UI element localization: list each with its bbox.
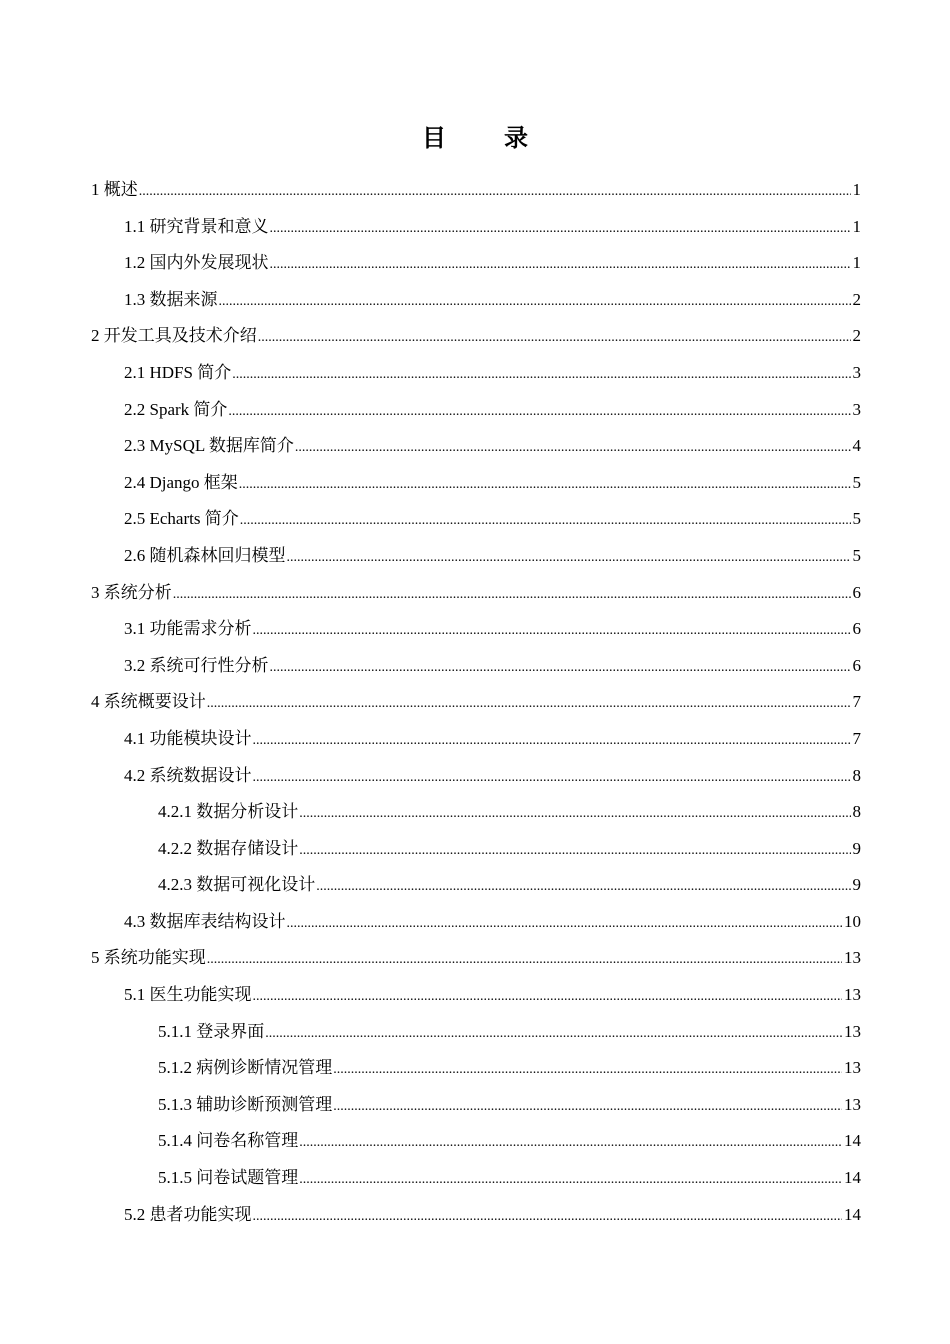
toc-dot-leader [333,1052,842,1089]
toc-entry-page-number: 9 [852,838,861,858]
toc-entry[interactable] [91,758,861,795]
toc-entry-label: 4 系统概要设计 [91,692,206,712]
toc-dot-leader [207,942,842,979]
toc-entry-page-number: 6 [852,655,861,675]
toc-entry-page-number: 2 [852,326,861,346]
toc-entry[interactable] [91,355,861,392]
toc-entry[interactable] [91,831,861,868]
toc-entry[interactable] [91,1087,861,1124]
toc-entry-page-number: 10 [844,911,861,931]
toc-entry-label: 4.1 功能模块设计 [124,728,252,748]
toc-dot-leader [253,760,851,797]
toc-entry-page-number: 5 [852,545,861,565]
toc-entry-label: 3.1 功能需求分析 [124,619,252,639]
toc-dot-leader [258,320,851,357]
toc-entry-label: 2.4 Django 框架 [124,472,238,492]
toc-dot-leader [253,613,851,650]
toc-dot-leader [287,540,851,577]
toc-entry-page-number: 6 [852,619,861,639]
toc-entry-label: 1.1 研究背景和意义 [124,216,269,236]
toc-entry-page-number: 6 [852,582,861,602]
toc-entry[interactable] [91,977,861,1014]
toc-entry[interactable] [91,428,861,465]
toc-entry[interactable] [91,209,861,246]
toc-dot-leader [219,284,851,321]
toc-entry-page-number: 8 [852,765,861,785]
toc-entry[interactable] [91,245,861,282]
toc-entry-label: 5.1.4 问卷名称管理 [158,1131,299,1151]
toc-entry-label: 2.1 HDFS 简介 [124,362,232,382]
toc-entry-page-number: 3 [852,362,861,382]
toc-entry-label: 2.5 Echarts 简介 [124,509,239,529]
toc-entry[interactable] [91,794,861,831]
toc-entry[interactable] [91,318,861,355]
toc-entry-label: 4.2.3 数据可视化设计 [158,875,316,895]
toc-entry-page-number: 9 [852,875,861,895]
toc-entry-page-number: 13 [844,1094,861,1114]
toc-entry[interactable] [91,867,861,904]
toc-entry-label: 2.3 MySQL 数据库简介 [124,436,294,456]
toc-entry-page-number: 1 [852,253,861,273]
toc-entry-page-number: 13 [844,948,861,968]
toc-dot-leader [253,1199,843,1236]
toc-entry-page-number: 2 [852,289,861,309]
toc-entry-page-number: 14 [844,1168,861,1188]
toc-entry-label: 5.2 患者功能实现 [124,1204,252,1224]
toc-entry[interactable] [91,940,861,977]
toc-entry[interactable] [91,172,861,209]
toc-entry[interactable] [91,1160,861,1197]
toc-dot-leader [139,174,851,211]
toc-entry-label: 4.2.1 数据分析设计 [158,802,299,822]
toc-dot-leader [232,357,850,394]
toc-title: 目 录 [422,126,554,152]
toc-dot-leader [287,906,843,943]
toc-dot-leader [253,979,843,1016]
toc-dot-leader [240,503,851,540]
toc-entry-page-number: 14 [844,1131,861,1151]
toc-dot-leader [299,1162,842,1199]
toc-entry-page-number: 7 [852,692,861,712]
toc-entry-page-number: 4 [852,436,861,456]
toc-dot-leader [173,577,851,614]
toc-entry[interactable] [91,1123,861,1160]
toc-entry[interactable] [91,1197,861,1234]
toc-entry-label: 5.1.5 问卷试题管理 [158,1168,299,1188]
toc-entry-label: 3.2 系统可行性分析 [124,655,269,675]
toc-dot-leader [265,1016,842,1053]
toc-entry-label: 5.1.1 登录界面 [158,1021,265,1041]
toc-entry-page-number: 3 [852,399,861,419]
toc-dot-leader [333,1089,842,1126]
toc-entry-label: 2 开发工具及技术介绍 [91,326,257,346]
toc-entry-page-number: 8 [852,802,861,822]
toc-entry-label: 5.1 医生功能实现 [124,985,252,1005]
toc-entry[interactable] [91,501,861,538]
toc-entry-label: 5 系统功能实现 [91,948,206,968]
toc-dot-leader [270,211,851,248]
toc-entry[interactable] [91,575,861,612]
toc-entry[interactable] [91,1014,861,1051]
toc-entry-label: 4.2 系统数据设计 [124,765,252,785]
toc-entry-page-number: 5 [852,509,861,529]
toc-entry-label: 4.2.2 数据存储设计 [158,838,299,858]
table-of-contents [91,172,861,1233]
toc-dot-leader [207,686,851,723]
toc-entry-page-number: 13 [844,1021,861,1041]
toc-entry[interactable] [91,904,861,941]
toc-entry-label: 3 系统分析 [91,582,172,602]
toc-entry[interactable] [91,538,861,575]
toc-dot-leader [228,394,850,431]
toc-entry-page-number: 13 [844,985,861,1005]
toc-dot-leader [295,430,851,467]
toc-dot-leader [299,796,850,833]
toc-entry[interactable] [91,721,861,758]
toc-dot-leader [270,650,851,687]
toc-entry-label: 2.6 随机森林回归模型 [124,545,286,565]
toc-entry[interactable] [91,465,861,502]
toc-entry[interactable] [91,648,861,685]
toc-dot-leader [299,1125,842,1162]
toc-entry-label: 1 概述 [91,180,138,199]
toc-dot-leader [239,467,851,504]
toc-entry[interactable] [91,684,861,721]
toc-entry[interactable] [91,1050,861,1087]
toc-entry-page-number: 14 [844,1204,861,1224]
toc-entry-page-number: 1 [852,216,861,236]
toc-entry-label: 1.3 数据来源 [124,289,218,309]
toc-entry-label: 5.1.2 病例诊断情况管理 [158,1058,333,1078]
toc-entry[interactable] [91,392,861,429]
toc-dot-leader [299,833,850,870]
toc-entry-page-number: 7 [852,728,861,748]
toc-entry-page-number: 1 [852,180,861,199]
toc-dot-leader [270,247,851,284]
toc-entry-label: 1.2 国内外发展现状 [124,253,269,273]
toc-entry[interactable] [91,611,861,648]
toc-dot-leader [316,869,850,906]
toc-entry-label: 2.2 Spark 简介 [124,399,228,419]
toc-entry-label: 4.3 数据库表结构设计 [124,911,286,931]
toc-entry-page-number: 5 [852,472,861,492]
toc-entry-label: 5.1.3 辅助诊断预测管理 [158,1094,333,1114]
toc-entry-page-number: 13 [844,1058,861,1078]
toc-dot-leader [253,723,851,760]
toc-entry[interactable] [91,282,861,319]
